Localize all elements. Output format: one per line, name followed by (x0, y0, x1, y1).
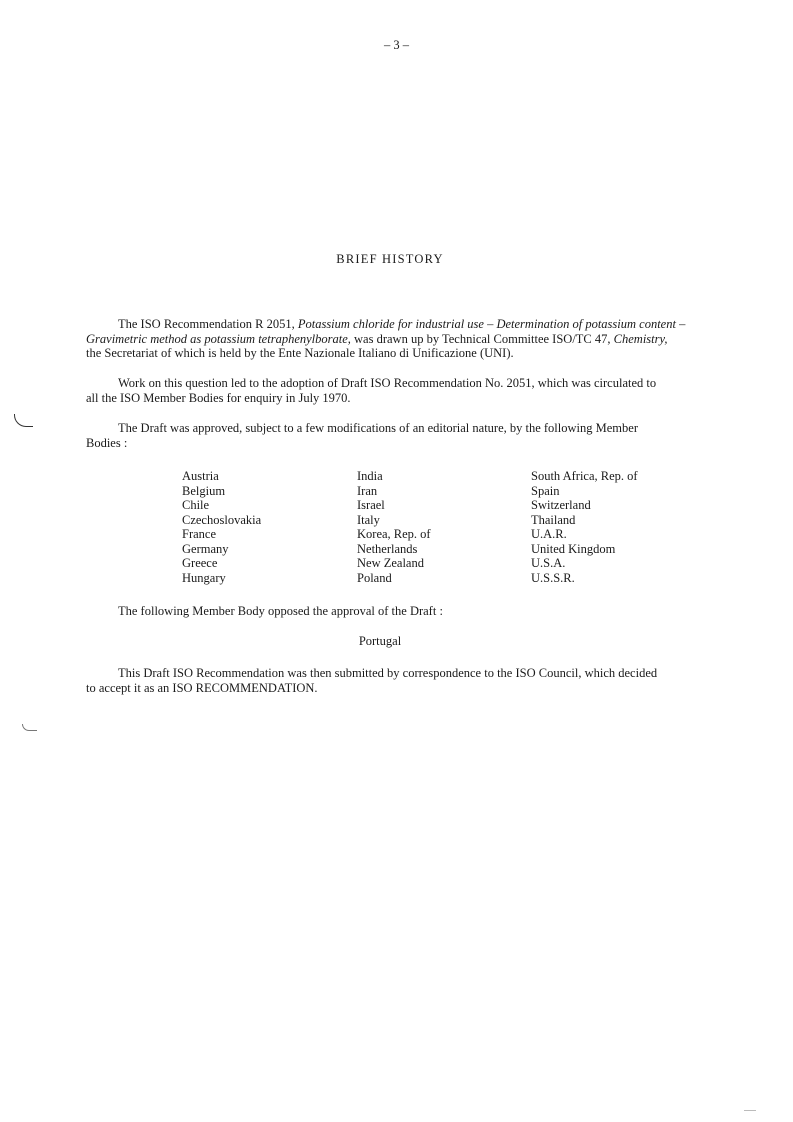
member-body: Chile (182, 498, 210, 512)
approval-line-1: The Draft was approved, subject to a few modifications of an editorial nature, by the following Member (118, 421, 638, 435)
opposing-member-body: Portugal (358, 634, 402, 648)
adoption-line-2: all the ISO Member Bodies for enquiry in July 1970. (86, 390, 351, 405)
member-body: Poland (357, 570, 392, 585)
recommendation-method: Gravimetric method as potassium tetraphenylborate, (86, 331, 351, 346)
paragraph-opposition (86, 604, 736, 619)
member-body: Israel (357, 498, 385, 512)
member-body: Belgium (182, 483, 226, 498)
member-body: Germany (182, 541, 229, 556)
opposition-line: The following Member Body opposed the approval of the Draft : (118, 604, 443, 618)
punch-hole-mark (14, 414, 33, 427)
member-body: Hungary (182, 570, 226, 585)
member-body: Austria (182, 469, 219, 483)
member-bodies-column-2 (357, 469, 431, 585)
adoption-line-1: Work on this question led to the adoption of Draft ISO Recommendation No. 2051, which was circulated to (118, 376, 657, 390)
paragraph-approval (86, 421, 736, 450)
scan-mark (744, 1110, 756, 1111)
recommendation-title: Potassium chloride for industrial use – Determination of potassium content – (297, 317, 686, 331)
member-body: Spain (531, 483, 560, 498)
member-body: Netherlands (357, 541, 418, 556)
page-number: – 3 – (384, 38, 409, 52)
member-body: South Africa, Rep. of (531, 469, 638, 483)
page-title: BRIEF HISTORY (336, 252, 444, 266)
intro-line-2 (86, 332, 736, 347)
paragraph-adoption (86, 376, 736, 405)
committee-name: Chemistry, (613, 331, 668, 346)
member-body: Czechoslovakia (182, 512, 262, 527)
member-body: Thailand (531, 512, 576, 527)
member-body: U.A.R. (531, 527, 567, 541)
punch-hole-mark (22, 724, 37, 731)
member-body: Italy (357, 512, 380, 527)
intro-text: The ISO Recommendation R 2051, (118, 317, 298, 331)
acceptance-line-1: This Draft ISO Recommendation was then submitted by correspondence to the ISO Council, which decided (118, 666, 658, 680)
member-body: U.S.S.R. (531, 570, 575, 585)
member-body: France (182, 527, 217, 541)
paragraph-acceptance (86, 666, 736, 695)
intro-text: was drawn up by Technical Committee ISO/TC 47, (350, 331, 614, 346)
intro-line-3: the Secretariat of which is held by the Ente Nazionale Italiano di Unificazione (UNI). (86, 346, 514, 360)
member-body: New Zealand (357, 556, 424, 570)
member-body: Greece (182, 556, 218, 570)
member-body: India (357, 469, 383, 483)
intro-line-1 (86, 317, 736, 332)
member-body: Iran (357, 483, 378, 498)
approval-line-2: Bodies : (86, 435, 128, 450)
member-bodies-column-3 (531, 469, 638, 585)
acceptance-line-2: to accept it as an ISO RECOMMENDATION. (86, 680, 318, 695)
member-bodies-column-1 (182, 469, 261, 585)
member-body: Switzerland (531, 498, 591, 512)
member-body: United Kingdom (531, 541, 616, 556)
paragraph-intro (86, 317, 736, 361)
member-body: U.S.A. (531, 556, 566, 570)
member-body: Korea, Rep. of (357, 527, 431, 541)
